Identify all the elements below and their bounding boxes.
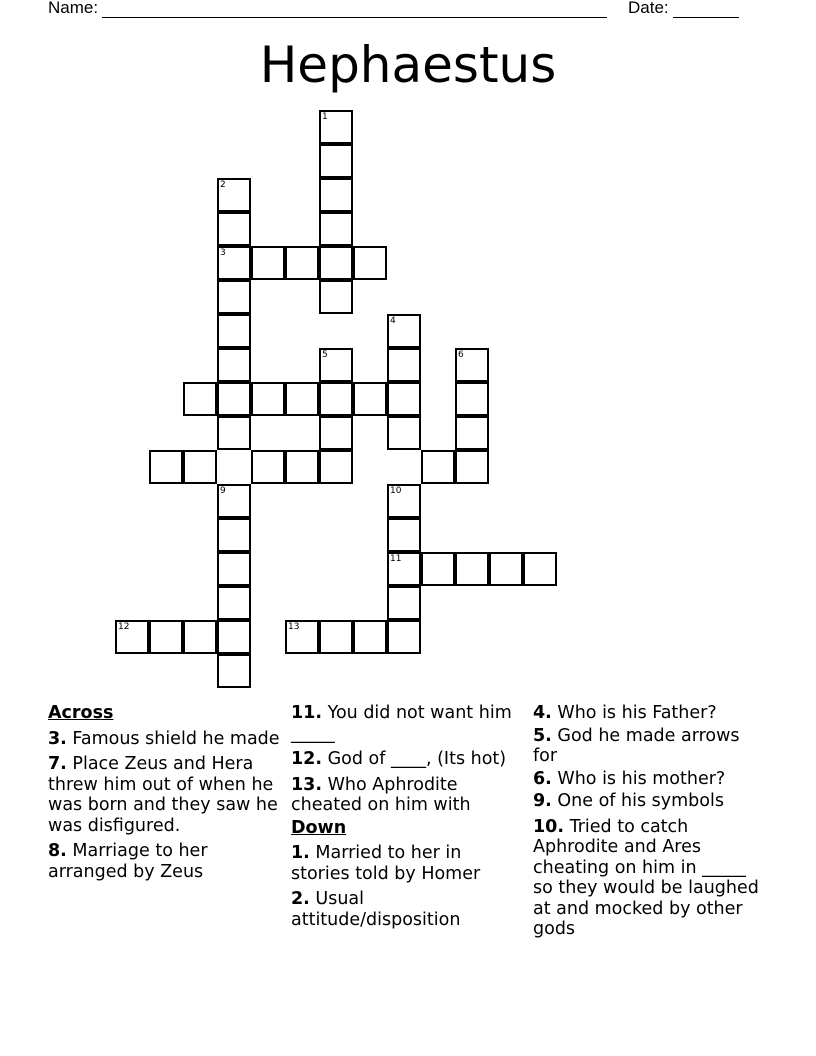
grid-cell[interactable] — [387, 484, 421, 518]
grid-cell[interactable] — [183, 450, 217, 484]
grid-cell[interactable] — [387, 518, 421, 552]
clue-text: Famous shield he made — [72, 728, 280, 749]
grid-cell[interactable] — [387, 382, 421, 416]
clue-number: 3. — [48, 728, 67, 749]
puzzle-title: Hephaestus — [259, 36, 557, 94]
cell-number: 2 — [220, 180, 226, 190]
down-heading: Down — [291, 817, 347, 838]
clue-number: 7. — [48, 754, 67, 774]
grid-cell[interactable] — [319, 246, 353, 280]
grid-cell[interactable] — [353, 382, 387, 416]
grid-cell[interactable] — [217, 348, 251, 382]
clue-column-1 — [48, 703, 280, 887]
clue-number: 11. — [291, 703, 323, 723]
clue-text: God he made arrows for — [533, 725, 740, 766]
clue-text: Tried to catch Aphrodite and Ares cheating on him in _____ so they would be laughed at and mocked by other gods — [533, 816, 759, 939]
clue-text: Who is his Father? — [557, 703, 717, 723]
grid-cell[interactable] — [285, 382, 319, 416]
clue-text: You did not want him _____ — [291, 703, 512, 744]
grid-cell[interactable] — [217, 620, 251, 654]
grid-cell[interactable] — [217, 178, 251, 212]
grid-cell[interactable] — [217, 314, 251, 348]
clue-text: One of his symbols — [557, 791, 724, 811]
name-label: Name: — [48, 0, 99, 17]
grid-cell[interactable] — [217, 586, 251, 620]
grid-cell[interactable] — [319, 178, 353, 212]
grid-cell[interactable] — [455, 552, 489, 586]
grid-cell[interactable] — [455, 450, 489, 484]
cell-number: 3 — [220, 248, 226, 258]
grid-cell[interactable] — [115, 620, 149, 654]
clue-number: 9. — [533, 791, 552, 811]
grid-cell[interactable] — [319, 212, 353, 246]
grid-cell[interactable] — [217, 212, 251, 246]
grid-cell[interactable] — [387, 620, 421, 654]
grid-cell[interactable] — [285, 450, 319, 484]
grid-cell[interactable] — [285, 620, 319, 654]
grid-cell[interactable] — [387, 552, 421, 586]
cell-number: 5 — [322, 350, 328, 360]
cell-number: 11 — [390, 554, 402, 564]
grid-cell[interactable] — [387, 348, 421, 382]
date-label: Date: — [628, 0, 669, 17]
clue-number: 2. — [291, 889, 310, 909]
grid-cell[interactable] — [217, 382, 251, 416]
clue-text: Who Aphrodite cheated on him with — [291, 774, 471, 815]
grid-cell[interactable] — [319, 110, 353, 144]
grid-cell[interactable] — [387, 416, 421, 450]
clue-number: 5. — [533, 725, 552, 746]
cell-number: 4 — [390, 316, 396, 326]
clue-down-10 — [533, 817, 765, 940]
grid-cell[interactable] — [217, 654, 251, 688]
grid-cell[interactable] — [217, 280, 251, 314]
clue-number: 10. — [533, 816, 565, 837]
grid-cell[interactable] — [217, 246, 251, 280]
grid-cell[interactable] — [251, 450, 285, 484]
clue-number: 6. — [533, 768, 552, 789]
grid-cell[interactable] — [455, 416, 489, 450]
cell-number: 13 — [288, 622, 300, 632]
clue-column-2 — [291, 703, 523, 935]
clue-down-4 — [533, 703, 765, 724]
clue-text: God of ____, (Its hot) — [327, 749, 507, 769]
clue-text: Who is his mother? — [557, 768, 726, 789]
grid-cell[interactable] — [319, 382, 353, 416]
clue-text: Usual attitude/disposition — [291, 889, 461, 930]
grid-cell[interactable] — [149, 450, 183, 484]
cell-number: 1 — [322, 112, 328, 122]
clue-number: 13. — [291, 774, 323, 795]
clue-across-7 — [48, 754, 280, 836]
grid-cell[interactable] — [251, 382, 285, 416]
grid-cell[interactable] — [319, 144, 353, 178]
grid-cell[interactable] — [217, 518, 251, 552]
grid-cell[interactable] — [285, 246, 319, 280]
grid-cell[interactable] — [183, 620, 217, 654]
grid-cell[interactable] — [489, 552, 523, 586]
grid-cell[interactable] — [455, 348, 489, 382]
clue-text: Married to her in stories told by Homer — [291, 843, 481, 884]
clue-number: 12. — [291, 749, 323, 769]
grid-cell[interactable] — [217, 552, 251, 586]
cell-number: 6 — [458, 350, 464, 360]
clue-text: Place Zeus and Hera threw him out of when he was born and they saw he was disfigured. — [48, 754, 278, 836]
grid-cell[interactable] — [183, 382, 217, 416]
clue-down-6 — [533, 769, 765, 790]
clue-column-3 — [533, 703, 765, 945]
cell-number: 9 — [220, 486, 226, 496]
grid-cell[interactable] — [387, 586, 421, 620]
clue-number: 1. — [291, 843, 310, 863]
clue-number: 4. — [533, 703, 552, 723]
cell-number: 10 — [390, 486, 402, 496]
clue-across-12 — [291, 749, 523, 770]
clue-across-11 — [291, 703, 523, 744]
grid-cell[interactable] — [149, 620, 183, 654]
grid-cell[interactable] — [523, 552, 557, 586]
clue-number: 8. — [48, 841, 67, 861]
clue-down-5 — [533, 726, 765, 767]
grid-cell[interactable] — [421, 450, 455, 484]
across-heading: Across — [48, 703, 114, 723]
grid-cell[interactable] — [217, 484, 251, 518]
clue-down-1 — [291, 843, 523, 884]
grid-cell[interactable] — [319, 620, 353, 654]
clue-across-8 — [48, 841, 280, 882]
grid-cell[interactable] — [387, 314, 421, 348]
grid-cell[interactable] — [319, 450, 353, 484]
grid-cell[interactable] — [353, 246, 387, 280]
grid-cell[interactable] — [319, 348, 353, 382]
grid-cell[interactable] — [319, 416, 353, 450]
grid-cell[interactable] — [455, 382, 489, 416]
clue-text: Marriage to her arranged by Zeus — [48, 841, 208, 882]
clue-down-9 — [533, 791, 765, 812]
cell-number: 12 — [118, 622, 130, 632]
grid-cell[interactable] — [353, 620, 387, 654]
grid-cell[interactable] — [421, 552, 455, 586]
clue-down-2 — [291, 889, 523, 930]
clue-across-13 — [291, 775, 523, 816]
grid-cell[interactable] — [217, 416, 251, 450]
grid-cell[interactable] — [319, 280, 353, 314]
grid-cell[interactable] — [251, 246, 285, 280]
clue-across-3 — [48, 729, 280, 750]
